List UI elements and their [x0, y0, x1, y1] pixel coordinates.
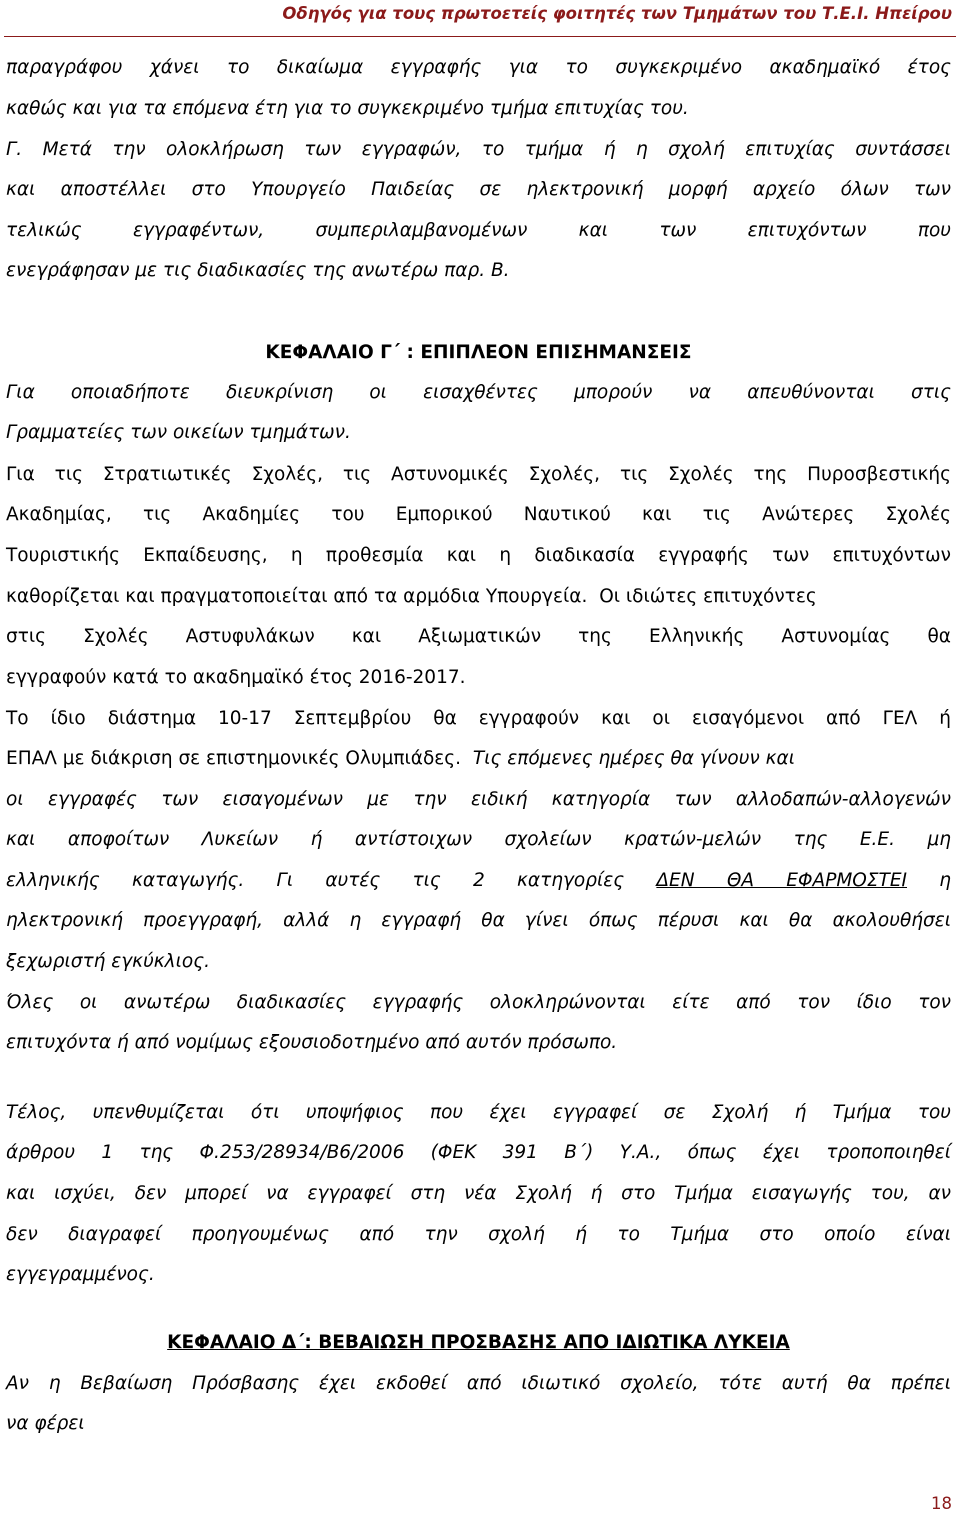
- text-line: καθώς και για τα επόμενα έτη για το συγκεκριμένο τμήμα επιτυχίας του.: [6, 98, 689, 119]
- text-line: Για τις Στρατιωτικές Σχολές, τις Αστυνομικές Σχολές, τις Σχολές της Πυροσβεστικής: [6, 464, 951, 485]
- text-line: [6, 584, 951, 610]
- header-rule: [4, 36, 956, 37]
- document-header: Οδηγός για τους πρωτοετείς φοιτητές των Τμημάτων του Τ.Ε.Ι. Ηπείρου: [282, 4, 952, 23]
- text-line: ενεγράφησαν με τις διαδικασίες της ανωτέρω παρ. Β.: [6, 260, 510, 281]
- text-line: στις Σχολές Αστυφυλάκων και Αξιωματικών της Ελληνικής Αστυνομίας θα: [6, 626, 951, 647]
- text-span: καθορίζεται και πραγματοποιείται από τα αρμόδια Υπουργεία.: [6, 586, 588, 607]
- text-line: Για οποιαδήποτε διευκρίνιση οι εισαχθέντες μπορούν να απευθύνονται στις: [6, 382, 951, 403]
- text-line: Γραμματείες των οικείων τμημάτων.: [6, 422, 351, 443]
- text-line: ηλεκτρονική προεγγραφή, αλλά η εγγραφή θα γίνει όπως πέρυσι και θα ακολουθήσει: [6, 910, 951, 931]
- text-span: Οι ιδιώτες επιτυχόντες: [593, 586, 817, 607]
- text-line: εγγραφούν κατά το ακαδημαϊκό έτος 2016-2017.: [6, 667, 466, 688]
- text-line: [6, 868, 951, 894]
- text-span: ΕΠΑΛ με διάκριση σε επιστημονικές Ολυμπιάδες.: [6, 748, 462, 769]
- text-span: ελληνικής καταγωγής.: [6, 870, 245, 891]
- text-span: Τις επόμενες ημέρες θα γίνουν και: [467, 748, 796, 769]
- text-line: Γ. Μετά την ολοκλήρωση των εγγραφών, το τμήμα ή η σχολή επιτυχίας συντάσσει: [6, 139, 951, 160]
- text-line: τελικώς εγγραφέντων, συμπεριλαμβανομένων και των επιτυχόντων που: [6, 220, 951, 241]
- text-line: Ακαδημίας, τις Ακαδημίες του Εμπορικού Ναυτικού και τις Ανώτερες Σχολές: [6, 504, 951, 525]
- text-line: Τουριστικής Εκπαίδευσης, η προθεσμία και η διαδικασία εγγραφής των επιτυχόντων: [6, 545, 951, 566]
- text-line: να φέρει: [6, 1413, 85, 1434]
- text-span: Γι αυτές τις 2 κατηγορίες: [244, 870, 657, 891]
- text-line: εγγεγραμμένος.: [6, 1264, 155, 1285]
- text-line: [6, 746, 951, 772]
- page-number: 18: [931, 1494, 952, 1513]
- text-line: ξεχωριστή εγκύκλιος.: [6, 951, 210, 972]
- text-line: Το ίδιο διάστημα 10-17 Σεπτεμβρίου θα εγγραφούν και οι εισαγόμενοι από ΓΕΛ ή: [6, 708, 951, 729]
- text-line: παραγράφου χάνει το δικαίωμα εγγραφής για το συγκεκριμένο ακαδημαϊκό έτος: [6, 57, 951, 78]
- text-span: η: [907, 870, 951, 891]
- text-span: ΔΕΝ ΘΑ ΕΦΑΡΜΟΣΤΕΙ: [656, 870, 908, 891]
- text-line: και αποφοίτων Λυκείων ή αντίστοιχων σχολείων κρατών-μελών της Ε.Ε. μη: [6, 829, 951, 850]
- chapter-heading: ΚΕΦΑΛΑΙΟ Δ΄: ΒΕΒΑΙΩΣΗ ΠΡΟΣΒΑΣΗΣ ΑΠΟ ΙΔΙΩΤΙΚΑ ΛΥΚΕΙΑ: [167, 1332, 790, 1353]
- text-line: και ισχύει, δεν μπορεί να εγγραφεί στη νέα Σχολή ή στο Τμήμα εισαγωγής του, αν: [6, 1183, 951, 1204]
- text-line: και αποστέλλει στο Υπουργείο Παιδείας σε ηλεκτρονική μορφή αρχείο όλων των: [6, 179, 951, 200]
- text-line: Τέλος, υπενθυμίζεται ότι υποψήφιος που έχει εγγραφεί σε Σχολή ή Τμήμα του: [6, 1102, 951, 1123]
- text-line: άρθρου 1 της Φ.253/28934/Β6/2006 (ΦΕΚ 391 Β΄) Υ.Α., όπως έχει τροποποιηθεί: [6, 1142, 951, 1163]
- text-line: δεν διαγραφεί προηγουμένως από την σχολή ή το Τμήμα στο οποίο είναι: [6, 1224, 951, 1245]
- text-line: Αν η Βεβαίωση Πρόσβασης έχει εκδοθεί από ιδιωτικό σχολείο, τότε αυτή θα πρέπει: [6, 1373, 951, 1394]
- text-line: επιτυχόντα ή από νομίμως εξουσιοδοτημένο από αυτόν πρόσωπο.: [6, 1032, 618, 1053]
- chapter-heading: ΚΕΦΑΛΑΙΟ Γ΄ : ΕΠΙΠΛΕΟΝ ΕΠΙΣΗΜΑΝΣΕΙΣ: [265, 342, 692, 363]
- text-line: Όλες οι ανωτέρω διαδικασίες εγγραφής ολοκληρώνονται είτε από τον ίδιο τον: [6, 992, 951, 1013]
- text-line: οι εγγραφές των εισαγομένων με την ειδική κατηγορία των αλλοδαπών-αλλογενών: [6, 789, 951, 810]
